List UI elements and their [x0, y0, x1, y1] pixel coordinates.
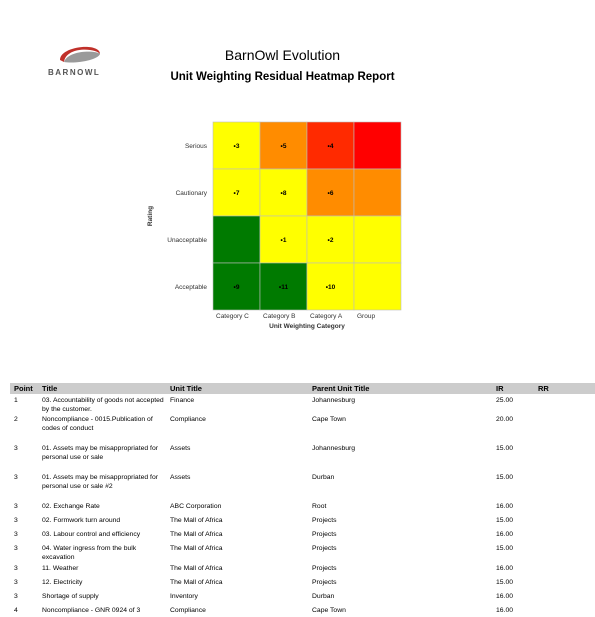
- risk-marker: •7: [233, 190, 240, 197]
- cell-point: 4: [14, 607, 18, 614]
- cell-title: 12. Electricity: [42, 579, 83, 586]
- header-point: Point: [14, 384, 33, 393]
- cell-point: 3: [14, 517, 18, 524]
- header-title: Title: [42, 384, 58, 393]
- cell-point: 1: [14, 397, 18, 404]
- heatmap-cell: [354, 263, 401, 310]
- cell-title: Noncompliance - 0015.Publication of codes of conduct: [42, 416, 153, 432]
- cell-ir: 16.00: [496, 565, 514, 572]
- cell-point: 3: [14, 445, 18, 452]
- cell-parent-unit-title: Projects: [312, 565, 337, 572]
- cell-title: 04. Water ingress from the bulk excavation: [42, 545, 137, 561]
- cell-point: 3: [14, 593, 18, 600]
- cell-title: 03. Accountability of goods not accepted by the customer.: [42, 397, 164, 413]
- cell-title: 01. Assets may be misappropriated for personal use or sale #2: [42, 474, 158, 490]
- cell-ir: 25.00: [496, 397, 514, 404]
- cell-unit-title: The Mall of Africa: [170, 565, 223, 572]
- risk-marker: •9: [233, 284, 240, 291]
- cell-parent-unit-title: Johannesburg: [312, 445, 356, 452]
- cell-ir: 15.00: [496, 445, 514, 452]
- cell-point: 3: [14, 531, 18, 538]
- y-tick-label: Serious: [184, 143, 207, 150]
- heatmap-cell: [213, 216, 260, 263]
- cell-parent-unit-title: Projects: [312, 517, 337, 524]
- x-axis-label: Unit Weighting Category: [269, 323, 345, 330]
- cell-unit-title: Compliance: [170, 416, 206, 423]
- cell-ir: 20.00: [496, 416, 514, 423]
- cell-parent-unit-title: Johannesburg: [312, 397, 356, 404]
- risk-marker: •2: [327, 237, 334, 244]
- cell-ir: 15.00: [496, 517, 514, 524]
- cell-point: 3: [14, 545, 18, 552]
- y-axis-label: Rating: [147, 205, 154, 227]
- cell-unit-title: Assets: [170, 474, 191, 481]
- report-title: Unit Weighting Residual Heatmap Report: [170, 71, 395, 83]
- cell-point: 3: [14, 579, 18, 586]
- risk-marker: •6: [327, 190, 334, 197]
- cell-point: 3: [14, 565, 18, 572]
- cell-parent-unit-title: Cape Town: [312, 416, 346, 423]
- cell-parent-unit-title: Projects: [312, 579, 337, 586]
- cell-parent-unit-title: Durban: [312, 593, 335, 600]
- header-unit-title: Unit Title: [170, 384, 202, 393]
- cell-ir: 16.00: [496, 531, 514, 538]
- cell-title: Noncompliance - GNR 0924 of 3: [42, 607, 141, 614]
- cell-title: Shortage of supply: [42, 593, 99, 600]
- risk-marker: •4: [327, 143, 334, 150]
- y-tick-label: Acceptable: [174, 284, 207, 291]
- cell-title: 03. Labour control and efficiency: [42, 531, 141, 538]
- cell-point: 2: [14, 416, 18, 423]
- cell-unit-title: Assets: [170, 445, 191, 452]
- risk-marker: •3: [233, 143, 240, 150]
- cell-parent-unit-title: Durban: [312, 474, 335, 481]
- cell-unit-title: The Mall of Africa: [170, 531, 223, 538]
- cell-point: 3: [14, 474, 18, 481]
- x-tick-label: Group: [357, 313, 376, 320]
- x-tick-label: Category B: [263, 313, 296, 320]
- cell-unit-title: Finance: [170, 397, 195, 404]
- risk-marker: •11: [278, 284, 289, 291]
- risk-marker: •5: [280, 143, 287, 150]
- cell-ir: 15.00: [496, 474, 514, 481]
- app-title: BarnOwl Evolution: [224, 47, 341, 63]
- risk-marker: •10: [325, 284, 336, 291]
- heatmap-cell: [354, 122, 401, 169]
- y-tick-label: Unacceptable: [167, 237, 207, 244]
- risk-marker: •8: [280, 190, 287, 197]
- cell-title: 11. Weather: [42, 565, 79, 572]
- cell-unit-title: The Mall of Africa: [170, 545, 223, 552]
- cell-title: 02. Exchange Rate: [42, 503, 100, 510]
- header-ir: IR: [496, 384, 504, 393]
- cell-ir: 15.00: [496, 545, 514, 552]
- x-tick-label: Category C: [216, 313, 249, 320]
- table-header: [10, 383, 595, 394]
- y-tick-label: Cautionary: [175, 190, 207, 197]
- heatmap-chart: [140, 118, 420, 333]
- cell-unit-title: Inventory: [170, 593, 198, 600]
- heatmap-cell: [354, 216, 401, 263]
- logo-text: BARNOWL: [48, 68, 101, 77]
- header-rr: RR: [538, 384, 549, 393]
- cell-parent-unit-title: Projects: [312, 545, 337, 552]
- cell-title: 01. Assets may be misappropriated for personal use or sale: [42, 445, 158, 461]
- cell-ir: 16.00: [496, 503, 514, 510]
- heatmap-cell: [354, 169, 401, 216]
- cell-unit-title: The Mall of Africa: [170, 517, 223, 524]
- header-parent-unit-title: Parent Unit Title: [312, 384, 370, 393]
- cell-parent-unit-title: Projects: [312, 531, 337, 538]
- cell-ir: 16.00: [496, 607, 514, 614]
- x-tick-label: Category A: [310, 313, 343, 320]
- cell-unit-title: ABC Corporation: [170, 503, 222, 510]
- risk-marker: •1: [280, 237, 287, 244]
- cell-parent-unit-title: Cape Town: [312, 607, 346, 614]
- cell-unit-title: Compliance: [170, 607, 206, 614]
- cell-ir: 16.00: [496, 593, 514, 600]
- cell-ir: 15.00: [496, 579, 514, 586]
- cell-unit-title: The Mall of Africa: [170, 579, 223, 586]
- cell-title: 02. Formwork turn around: [42, 517, 121, 524]
- cell-point: 3: [14, 503, 18, 510]
- cell-parent-unit-title: Root: [312, 503, 327, 510]
